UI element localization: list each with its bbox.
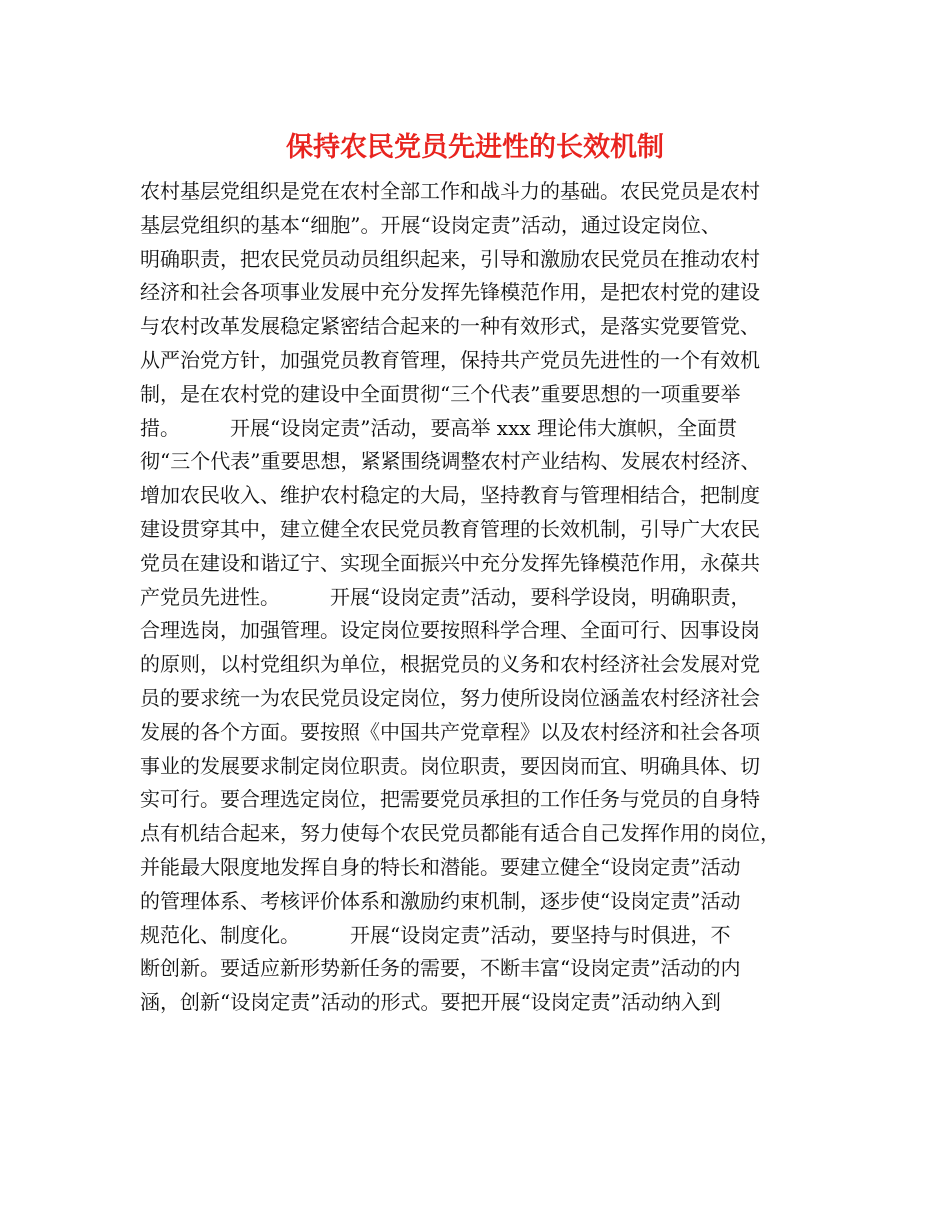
body-line: 党员在建设和谐辽宁、实现全面振兴中充分发挥先锋模范作用，永葆共 <box>140 550 760 575</box>
body-line: 涵，创新“设岗定责”活动的形式。要把开展“设岗定责”活动纳入到 <box>140 990 721 1015</box>
body-line: 建设贯穿其中，建立健全农民党员教育管理的长效机制，引导广大农民 <box>140 516 760 541</box>
body-line: 产党员先进性。 开展“设岗定责”活动，要科学设岗，明确职责， <box>140 584 751 609</box>
body-line: 断创新。要适应新形势新任务的需要，不断丰富“设岗定责”活动的内 <box>140 956 741 981</box>
document-body <box>140 175 830 1020</box>
body-line: 实可行。要合理选定岗位，把需要党员承担的工作任务与党员的自身特 <box>140 787 760 812</box>
body-line: 与农村改革发展稳定紧密结合起来的一种有效形式，是落实党要管党、 <box>140 314 760 339</box>
body-line: 从严治党方针，加强党员教育管理，保持共产党员先进性的一个有效机 <box>140 347 760 372</box>
body-line: 措。 开展“设岗定责”活动，要高举 xxx 理论伟大旗帜，全面贯 <box>140 415 738 440</box>
body-line: 的原则，以村党组织为单位，根据党员的义务和农村经济社会发展对党 <box>140 652 760 677</box>
body-line: 点有机结合起来，努力使每个农民党员都能有适合自己发挥作用的岗位， <box>140 821 780 846</box>
body-line: 明确职责，把农民党员动员组织起来，引导和激励农民党员在推动农村 <box>140 246 760 271</box>
body-line: 员的要求统一为农民党员设定岗位，努力使所设岗位涵盖农村经济社会 <box>140 685 760 710</box>
body-line: 增加农民收入、维护农村稳定的大局，坚持教育与管理相结合，把制度 <box>140 483 760 508</box>
body-line: 基层党组织的基本“细胞”。开展“设岗定责”活动，通过设定岗位、 <box>140 212 721 237</box>
body-line: 农村基层党组织是党在农村全部工作和战斗力的基础。农民党员是农村 <box>140 179 760 203</box>
body-line: 事业的发展要求制定岗位职责。岗位职责，要因岗而宜、明确具体、切 <box>140 753 760 778</box>
body-line: 合理选岗，加强管理。设定岗位要按照科学合理、全面可行、因事设岗 <box>140 618 760 643</box>
body-line: 并能最大限度地发挥自身的特长和潜能。要建立健全“设岗定责”活动 <box>140 854 741 879</box>
body-line: 规范化、制度化。 开展“设岗定责”活动，要坚持与时俱进，不 <box>140 922 731 947</box>
body-line: 发展的各个方面。要按照《中国共产党章程》以及农村经济和社会各项 <box>140 719 760 744</box>
body-line: 制，是在农村党的建设中全面贯彻“三个代表”重要思想的一项重要举 <box>140 381 741 406</box>
body-line: 彻“三个代表”重要思想，紧紧围绕调整农村产业结构、发展农村经济、 <box>140 449 761 474</box>
body-line: 经济和社会各项事业发展中充分发挥先锋模范作用，是把农村党的建设 <box>140 280 760 305</box>
body-line: 的管理体系、考核评价体系和激励约束机制，逐步使“设岗定责”活动 <box>140 888 741 913</box>
document-title: 保持农民党员先进性的长效机制 <box>286 132 664 163</box>
